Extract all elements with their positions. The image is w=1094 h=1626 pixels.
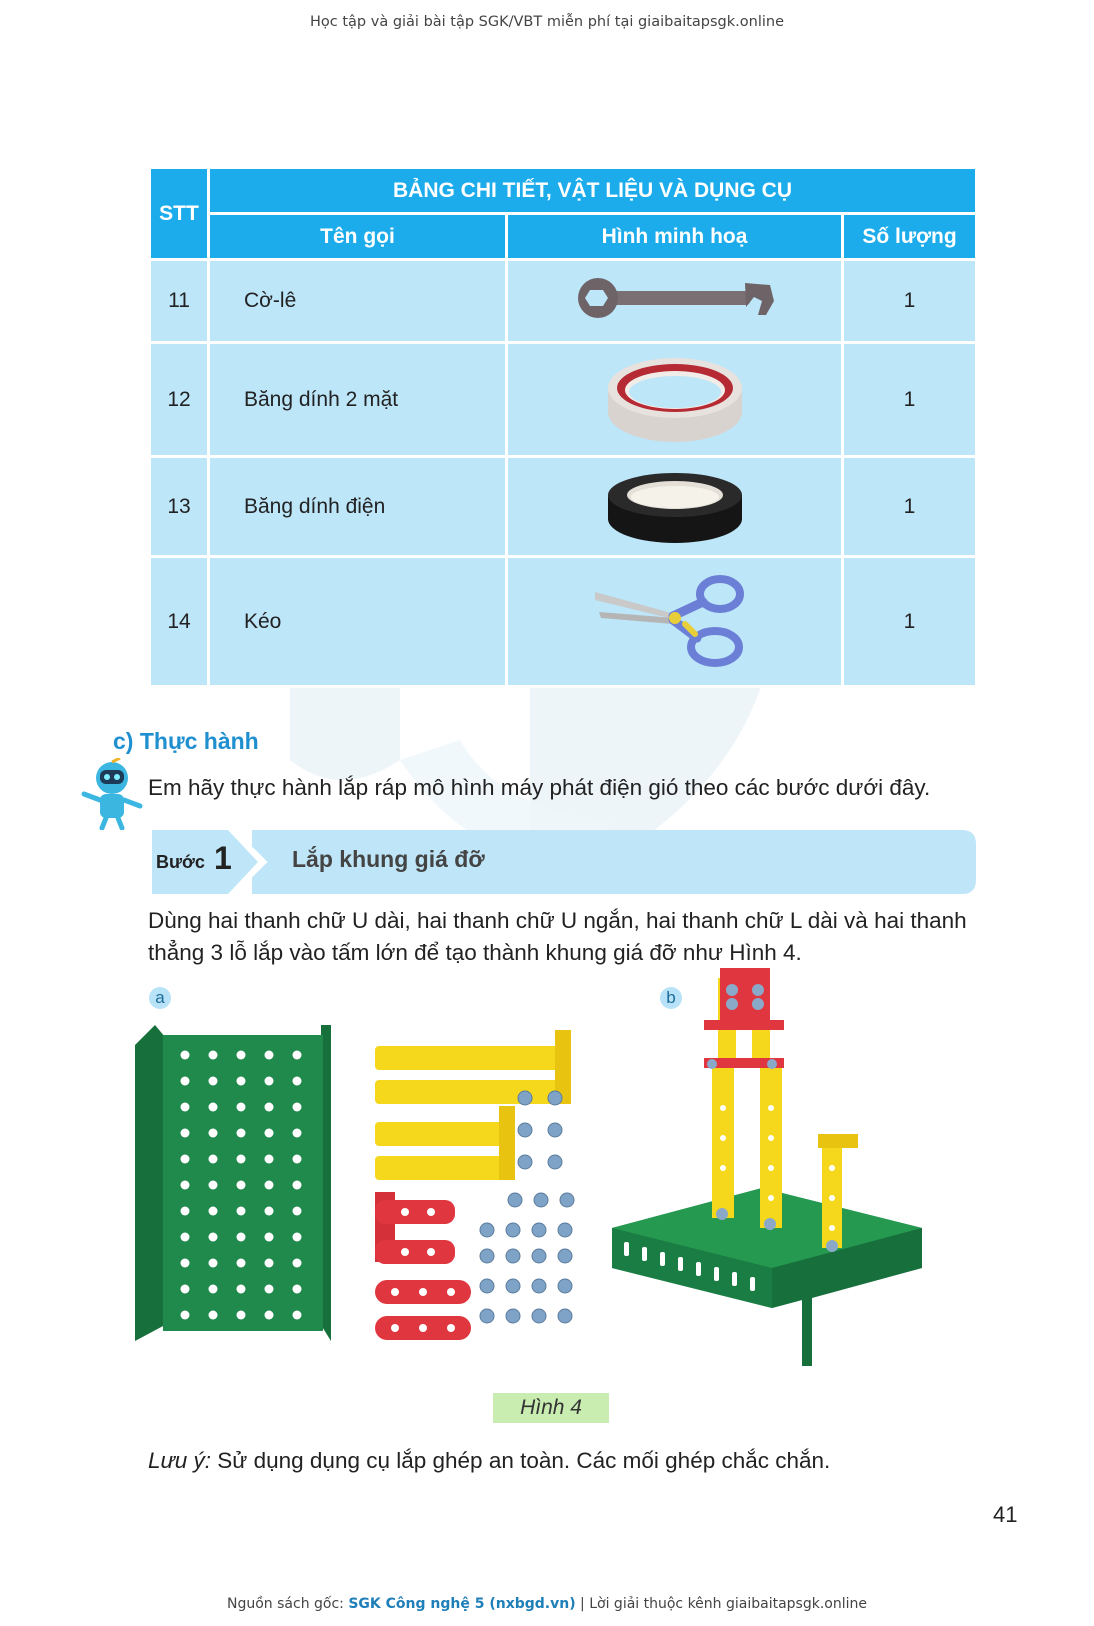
plate-hole (265, 1051, 274, 1060)
step-banner-shape (152, 828, 978, 896)
figure-caption: Hình 4 (493, 1393, 609, 1423)
plate-hole (265, 1129, 274, 1138)
plate-hole (237, 1259, 246, 1268)
footer-source-link[interactable]: SGK Công nghệ 5 (nxbgd.vn) (348, 1596, 576, 1612)
plate-hole (237, 1051, 246, 1060)
step-banner (152, 828, 978, 896)
table-row (150, 457, 977, 557)
plate-hole (293, 1051, 302, 1060)
plate-hole (265, 1259, 274, 1268)
section-heading: c) Thực hành (113, 728, 259, 754)
row-quantity: 1 (843, 343, 977, 457)
figure-label-a: a (149, 987, 171, 1009)
row-number: 11 (150, 260, 209, 343)
plate-hole (209, 1129, 218, 1138)
row-name: Băng dính 2 mặt (209, 343, 507, 457)
safety-note (148, 1448, 830, 1474)
plate-hole (209, 1103, 218, 1112)
assembled-frame-image (612, 968, 942, 1368)
row-number: 12 (150, 343, 209, 457)
plate-hole (293, 1103, 302, 1112)
plate-hole (209, 1207, 218, 1216)
plate-hole (293, 1181, 302, 1190)
step-title: Lắp khung giá đỡ (292, 846, 485, 872)
plate-hole (209, 1051, 218, 1060)
plate-hole (237, 1233, 246, 1242)
plate-hole (181, 1233, 190, 1242)
step-number: 1 (214, 840, 232, 876)
plate-hole (181, 1155, 190, 1164)
plate-hole (181, 1103, 190, 1112)
table-row (150, 343, 977, 457)
practice-instruction: Em hãy thực hành lắp ráp mô hình máy phát điện gió theo các bước dưới đây. (148, 775, 931, 800)
parts-set-image (375, 1030, 615, 1350)
step-description: Dùng hai thanh chữ U dài, hai thanh chữ U ngắn, hai thanh chữ L dài và hai thanh thẳng 3 lỗ lắp vào tấm lớn để tạo thành khung giá đỡ như Hình 4. (148, 908, 967, 965)
wrench-icon (570, 271, 780, 331)
row-name: Cờ-lê (209, 260, 507, 343)
plate-hole (293, 1077, 302, 1086)
plate-hole (293, 1207, 302, 1216)
row-number: 14 (150, 557, 209, 687)
plate-hole (293, 1129, 302, 1138)
plate-hole (265, 1103, 274, 1112)
plate-hole (293, 1285, 302, 1294)
footer-suffix: | Lời giải thuộc kênh giaibaitapsgk.online (575, 1596, 867, 1612)
plate-hole (209, 1259, 218, 1268)
row-name: Kéo (209, 557, 507, 687)
col-header-stt: STT (150, 168, 209, 260)
note-prefix: Lưu ý: (148, 1448, 212, 1473)
plate-hole (209, 1077, 218, 1086)
plate-hole (237, 1077, 246, 1086)
scissors-icon (585, 572, 765, 672)
col-header-name: Tên gọi (209, 214, 507, 260)
plate-hole (181, 1259, 190, 1268)
plate-hole (181, 1207, 190, 1216)
plate-hole (209, 1181, 218, 1190)
table-row (150, 260, 977, 343)
plate-hole (265, 1233, 274, 1242)
plate-hole (209, 1311, 218, 1320)
table-title: BẢNG CHI TIẾT, VẬT LIỆU VÀ DỤNG CỤ (209, 168, 977, 214)
page-number: 41 (993, 1502, 1018, 1527)
plate-hole (209, 1285, 218, 1294)
plate-hole (237, 1207, 246, 1216)
plate-hole (209, 1155, 218, 1164)
plate-hole (181, 1285, 190, 1294)
plate-hole (181, 1181, 190, 1190)
row-quantity: 1 (843, 457, 977, 557)
plate-hole (237, 1285, 246, 1294)
plate-hole (237, 1181, 246, 1190)
row-quantity: 1 (843, 557, 977, 687)
materials-table (148, 166, 978, 688)
plate-hole (265, 1077, 274, 1086)
plate-hole (265, 1285, 274, 1294)
plate-hole (293, 1233, 302, 1242)
plate-hole (237, 1129, 246, 1138)
plate-hole (293, 1311, 302, 1320)
note-text: Sử dụng dụng cụ lắp ghép an toàn. Các mối ghép chắc chắn. (211, 1448, 831, 1473)
step-label: Bước (156, 852, 205, 872)
row-quantity: 1 (843, 260, 977, 343)
plate-hole (237, 1311, 246, 1320)
plate-hole (209, 1233, 218, 1242)
electrical-tape-icon (600, 467, 750, 547)
plate-hole (265, 1311, 274, 1320)
plate-hole (181, 1129, 190, 1138)
plate-hole (293, 1155, 302, 1164)
footer-prefix: Nguồn sách gốc: (227, 1596, 349, 1612)
row-number: 13 (150, 457, 209, 557)
green-plate-image (135, 1025, 341, 1345)
page-header-note: Học tập và giải bài tập SGK/VBT miễn phí tại giaibaitapsgk.online (310, 14, 784, 30)
row-name: Băng dính điện (209, 457, 507, 557)
col-header-quantity: Số lượng (843, 214, 977, 260)
plate-hole (181, 1311, 190, 1320)
plate-hole (237, 1103, 246, 1112)
page-footer-note (0, 1596, 1094, 1612)
col-header-illustration: Hình minh hoạ (507, 214, 843, 260)
plate-hole (265, 1155, 274, 1164)
table-row (150, 557, 977, 687)
plate-hole (237, 1155, 246, 1164)
plate-hole (265, 1207, 274, 1216)
plate-hole (265, 1181, 274, 1190)
double-sided-tape-icon (600, 350, 750, 450)
figure-label-b: b (660, 987, 682, 1009)
robot-mascot-icon (80, 758, 144, 830)
plate-hole (181, 1051, 190, 1060)
plate-hole (293, 1259, 302, 1268)
plate-hole (181, 1077, 190, 1086)
